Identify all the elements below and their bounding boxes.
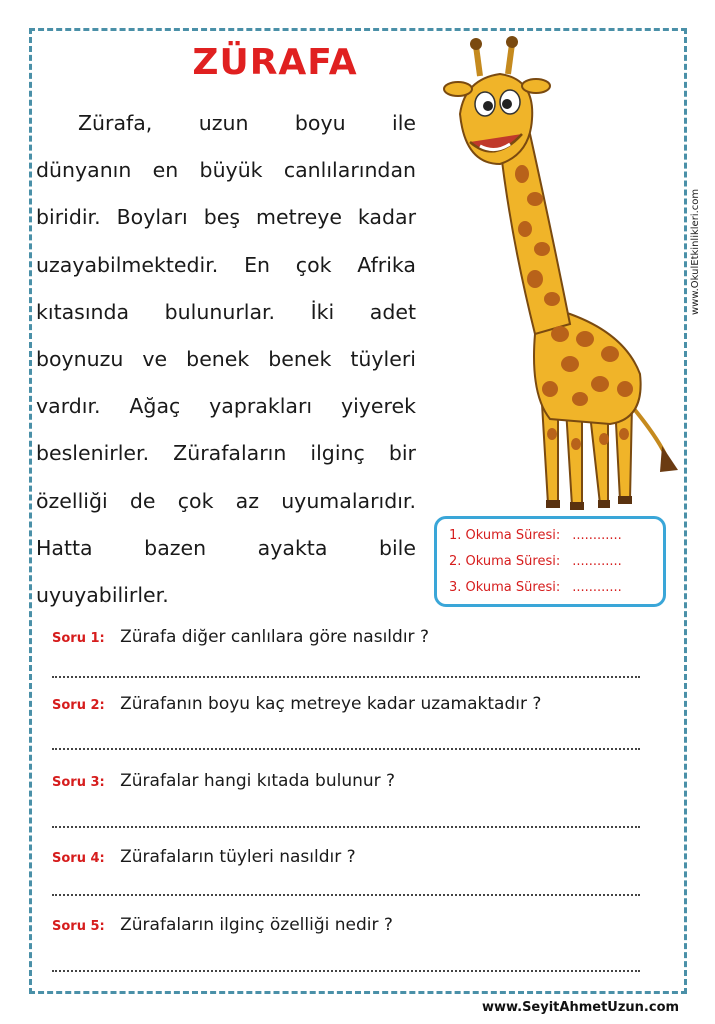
question-2 [52, 694, 541, 714]
question-3 [52, 771, 395, 791]
question-4 [52, 847, 356, 867]
question-label: Soru 2: [52, 698, 105, 713]
paragraph-line: beslenirler. Zürafaların ilginç bir [36, 441, 416, 466]
paragraph-line: dünyanın en büyük canlılarından [36, 158, 416, 183]
question-text: Zürafalar hangi kıtada bulunur ? [120, 771, 396, 791]
paragraph-line: özelliği de çok az uyumalarıdır. [36, 488, 416, 513]
paragraph-line: Hatta bazen ayakta bile [36, 535, 416, 560]
answer-line-2[interactable] [52, 748, 640, 750]
page-title: ZÜRAFA [192, 42, 358, 83]
answer-line-3[interactable] [52, 826, 640, 828]
answer-line-1[interactable] [52, 676, 640, 678]
reading-time-row [449, 548, 663, 574]
paragraph-line: uyuyabilirler. [36, 583, 169, 608]
reading-time-label: 3. Okuma Süresi: [449, 579, 561, 595]
reading-time-row [449, 574, 663, 600]
reading-time-label: 1. Okuma Süresi: [449, 527, 561, 543]
question-text: Zürafaların tüyleri nasıldır ? [120, 847, 356, 867]
paragraph-line: biridir. Boyları beş metreye kadar [36, 205, 416, 230]
question-label: Soru 4: [52, 851, 105, 866]
footer-url: www.SeyitAhmetUzun.com [481, 1000, 680, 1015]
paragraph-line: kıtasında bulunurlar. İki adet [36, 299, 416, 324]
question-text: Zürafa diğer canlılara göre nasıldır ? [120, 627, 429, 647]
question-label: Soru 5: [52, 919, 105, 934]
question-1 [52, 627, 429, 647]
reading-time-blank[interactable]: ............ [572, 553, 622, 569]
paragraph-line: uzayabilmektedir. En çok Afrika [36, 252, 416, 277]
reading-time-blank[interactable]: ............ [572, 527, 622, 543]
reading-time-row [449, 522, 663, 548]
paragraph-line: boynuzu ve benek benek tüyleri [36, 347, 416, 372]
paragraph-line: Zürafa, uzun boyu ile [78, 111, 416, 135]
reading-paragraph [36, 100, 416, 619]
reading-time-box [434, 516, 666, 607]
question-5 [52, 915, 393, 935]
answer-line-5[interactable] [52, 970, 640, 972]
question-text: Zürafanın boyu kaç metreye kadar uzamaktadır ? [120, 694, 542, 714]
giraffe-illustration [440, 34, 680, 514]
answer-line-4[interactable] [52, 894, 640, 896]
paragraph-line: vardır. Ağaç yaprakları yiyerek [36, 394, 416, 419]
reading-time-label: 2. Okuma Süresi: [449, 553, 561, 569]
question-label: Soru 3: [52, 775, 105, 790]
side-watermark-url: www.OkulEtkinlikleri.com [690, 188, 701, 315]
question-text: Zürafaların ilginç özelliği nedir ? [120, 915, 393, 935]
question-label: Soru 1: [52, 631, 105, 646]
reading-time-blank[interactable]: ............ [572, 579, 622, 595]
